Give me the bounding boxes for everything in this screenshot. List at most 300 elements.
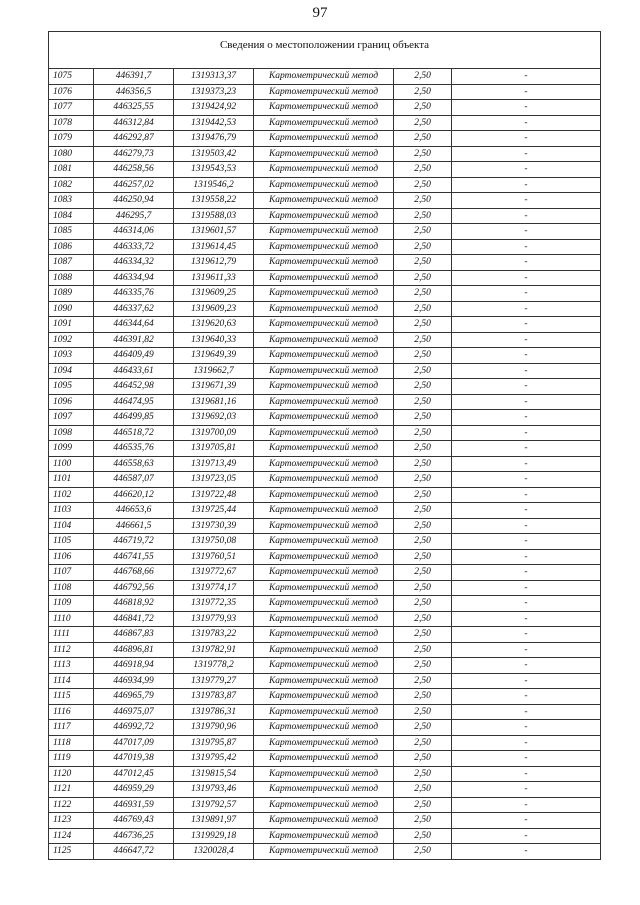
accuracy-cell: 2,50 <box>394 146 452 162</box>
table-row <box>49 363 601 379</box>
method-cell: Картометрический метод <box>254 611 394 627</box>
x-coordinate-cell: 446975,07 <box>94 704 174 720</box>
point-number-cell: 1080 <box>49 146 94 162</box>
point-number-cell: 1089 <box>49 286 94 302</box>
table-row <box>49 208 601 224</box>
description-cell: - <box>452 735 601 751</box>
y-coordinate-cell: 1319760,51 <box>174 549 254 565</box>
table-row <box>49 828 601 844</box>
y-coordinate-cell: 1319786,31 <box>174 704 254 720</box>
description-cell: - <box>452 782 601 798</box>
y-coordinate-cell: 1320028,4 <box>174 844 254 860</box>
method-cell: Картометрический метод <box>254 828 394 844</box>
method-cell: Картометрический метод <box>254 208 394 224</box>
table-row <box>49 193 601 209</box>
x-coordinate-cell: 446333,72 <box>94 239 174 255</box>
x-coordinate-cell: 446867,83 <box>94 627 174 643</box>
method-cell: Картометрический метод <box>254 224 394 240</box>
method-cell: Картометрический метод <box>254 317 394 333</box>
accuracy-cell: 2,50 <box>394 131 452 147</box>
accuracy-cell: 2,50 <box>394 766 452 782</box>
x-coordinate-cell: 446931,59 <box>94 797 174 813</box>
x-coordinate-cell: 446653,6 <box>94 503 174 519</box>
table-row <box>49 286 601 302</box>
description-cell: - <box>452 255 601 271</box>
y-coordinate-cell: 1319730,39 <box>174 518 254 534</box>
table-row <box>49 673 601 689</box>
method-cell: Картометрический метод <box>254 115 394 131</box>
accuracy-cell: 2,50 <box>394 177 452 193</box>
accuracy-cell: 2,50 <box>394 534 452 550</box>
description-cell: - <box>452 611 601 627</box>
table-row <box>49 658 601 674</box>
table-row <box>49 332 601 348</box>
table-row <box>49 84 601 100</box>
point-number-cell: 1085 <box>49 224 94 240</box>
table-row <box>49 224 601 240</box>
table-row <box>49 766 601 782</box>
description-cell: - <box>452 797 601 813</box>
table-row <box>49 611 601 627</box>
method-cell: Картометрический метод <box>254 131 394 147</box>
method-cell: Картометрический метод <box>254 673 394 689</box>
y-coordinate-cell: 1319792,57 <box>174 797 254 813</box>
table-row <box>49 580 601 596</box>
accuracy-cell: 2,50 <box>394 565 452 581</box>
y-coordinate-cell: 1319713,49 <box>174 456 254 472</box>
point-number-cell: 1105 <box>49 534 94 550</box>
description-cell: - <box>452 177 601 193</box>
table-row <box>49 518 601 534</box>
description-cell: - <box>452 518 601 534</box>
table-row <box>49 596 601 612</box>
method-cell: Картометрический метод <box>254 332 394 348</box>
x-coordinate-cell: 446934,99 <box>94 673 174 689</box>
y-coordinate-cell: 1319700,09 <box>174 425 254 441</box>
y-coordinate-cell: 1319783,87 <box>174 689 254 705</box>
y-coordinate-cell: 1319772,67 <box>174 565 254 581</box>
y-coordinate-cell: 1319611,33 <box>174 270 254 286</box>
y-coordinate-cell: 1319795,87 <box>174 735 254 751</box>
description-cell: - <box>452 534 601 550</box>
x-coordinate-cell: 446661,5 <box>94 518 174 534</box>
accuracy-cell: 2,50 <box>394 642 452 658</box>
accuracy-cell: 2,50 <box>394 270 452 286</box>
point-number-cell: 1094 <box>49 363 94 379</box>
method-cell: Картометрический метод <box>254 844 394 860</box>
x-coordinate-cell: 446558,63 <box>94 456 174 472</box>
description-cell: - <box>452 766 601 782</box>
y-coordinate-cell: 1319373,23 <box>174 84 254 100</box>
y-coordinate-cell: 1319558,22 <box>174 193 254 209</box>
description-cell: - <box>452 208 601 224</box>
description-cell: - <box>452 549 601 565</box>
description-cell: - <box>452 658 601 674</box>
table-row <box>49 534 601 550</box>
accuracy-cell: 2,50 <box>394 720 452 736</box>
description-cell: - <box>452 301 601 317</box>
point-number-cell: 1116 <box>49 704 94 720</box>
method-cell: Картометрический метод <box>254 766 394 782</box>
y-coordinate-cell: 1319588,03 <box>174 208 254 224</box>
accuracy-cell: 2,50 <box>394 658 452 674</box>
point-number-cell: 1123 <box>49 813 94 829</box>
accuracy-cell: 2,50 <box>394 813 452 829</box>
method-cell: Картометрический метод <box>254 84 394 100</box>
method-cell: Картометрический метод <box>254 456 394 472</box>
x-coordinate-cell: 446292,87 <box>94 131 174 147</box>
point-number-cell: 1109 <box>49 596 94 612</box>
x-coordinate-cell: 446818,92 <box>94 596 174 612</box>
description-cell: - <box>452 224 601 240</box>
point-number-cell: 1098 <box>49 425 94 441</box>
y-coordinate-cell: 1319783,22 <box>174 627 254 643</box>
description-cell: - <box>452 84 601 100</box>
x-coordinate-cell: 446741,55 <box>94 549 174 565</box>
point-number-cell: 1076 <box>49 84 94 100</box>
y-coordinate-cell: 1319503,42 <box>174 146 254 162</box>
description-cell: - <box>452 720 601 736</box>
method-cell: Картометрический метод <box>254 720 394 736</box>
table-row <box>49 425 601 441</box>
point-number-cell: 1081 <box>49 162 94 178</box>
point-number-cell: 1091 <box>49 317 94 333</box>
accuracy-cell: 2,50 <box>394 348 452 364</box>
accuracy-cell: 2,50 <box>394 286 452 302</box>
description-cell: - <box>452 239 601 255</box>
point-number-cell: 1090 <box>49 301 94 317</box>
point-number-cell: 1077 <box>49 100 94 116</box>
y-coordinate-cell: 1319640,33 <box>174 332 254 348</box>
method-cell: Картометрический метод <box>254 410 394 426</box>
method-cell: Картометрический метод <box>254 689 394 705</box>
point-number-cell: 1099 <box>49 441 94 457</box>
table-row <box>49 844 601 860</box>
accuracy-cell: 2,50 <box>394 797 452 813</box>
y-coordinate-cell: 1319815,54 <box>174 766 254 782</box>
accuracy-cell: 2,50 <box>394 549 452 565</box>
point-number-cell: 1075 <box>49 69 94 85</box>
x-coordinate-cell: 446769,43 <box>94 813 174 829</box>
description-cell: - <box>452 642 601 658</box>
method-cell: Картометрический метод <box>254 735 394 751</box>
y-coordinate-cell: 1319692,03 <box>174 410 254 426</box>
point-number-cell: 1095 <box>49 379 94 395</box>
point-number-cell: 1110 <box>49 611 94 627</box>
accuracy-cell: 2,50 <box>394 332 452 348</box>
table-row <box>49 735 601 751</box>
y-coordinate-cell: 1319609,23 <box>174 301 254 317</box>
y-coordinate-cell: 1319774,17 <box>174 580 254 596</box>
method-cell: Картометрический метод <box>254 518 394 534</box>
table-row <box>49 627 601 643</box>
method-cell: Картометрический метод <box>254 565 394 581</box>
point-number-cell: 1092 <box>49 332 94 348</box>
x-coordinate-cell: 446433,61 <box>94 363 174 379</box>
method-cell: Картометрический метод <box>254 487 394 503</box>
y-coordinate-cell: 1319779,93 <box>174 611 254 627</box>
point-number-cell: 1083 <box>49 193 94 209</box>
description-cell: - <box>452 379 601 395</box>
method-cell: Картометрический метод <box>254 363 394 379</box>
x-coordinate-cell: 446335,76 <box>94 286 174 302</box>
x-coordinate-cell: 446344,64 <box>94 317 174 333</box>
x-coordinate-cell: 446295,7 <box>94 208 174 224</box>
accuracy-cell: 2,50 <box>394 828 452 844</box>
point-number-cell: 1114 <box>49 673 94 689</box>
point-number-cell: 1086 <box>49 239 94 255</box>
accuracy-cell: 2,50 <box>394 518 452 534</box>
y-coordinate-cell: 1319442,53 <box>174 115 254 131</box>
description-cell: - <box>452 673 601 689</box>
point-number-cell: 1119 <box>49 751 94 767</box>
accuracy-cell: 2,50 <box>394 782 452 798</box>
accuracy-cell: 2,50 <box>394 301 452 317</box>
description-cell: - <box>452 580 601 596</box>
point-number-cell: 1096 <box>49 394 94 410</box>
method-cell: Картометрический метод <box>254 642 394 658</box>
y-coordinate-cell: 1319543,53 <box>174 162 254 178</box>
method-cell: Картометрический метод <box>254 69 394 85</box>
point-number-cell: 1079 <box>49 131 94 147</box>
point-number-cell: 1124 <box>49 828 94 844</box>
accuracy-cell: 2,50 <box>394 704 452 720</box>
y-coordinate-cell: 1319476,79 <box>174 131 254 147</box>
description-cell: - <box>452 472 601 488</box>
x-coordinate-cell: 446768,66 <box>94 565 174 581</box>
x-coordinate-cell: 446452,98 <box>94 379 174 395</box>
description-cell: - <box>452 146 601 162</box>
description-cell: - <box>452 828 601 844</box>
table-row <box>49 456 601 472</box>
x-coordinate-cell: 446499,85 <box>94 410 174 426</box>
y-coordinate-cell: 1319722,48 <box>174 487 254 503</box>
y-coordinate-cell: 1319313,37 <box>174 69 254 85</box>
table-header-row <box>49 32 601 69</box>
method-cell: Картометрический метод <box>254 348 394 364</box>
method-cell: Картометрический метод <box>254 751 394 767</box>
method-cell: Картометрический метод <box>254 425 394 441</box>
accuracy-cell: 2,50 <box>394 611 452 627</box>
table-row <box>49 317 601 333</box>
method-cell: Картометрический метод <box>254 549 394 565</box>
accuracy-cell: 2,50 <box>394 596 452 612</box>
method-cell: Картометрический метод <box>254 782 394 798</box>
table-row <box>49 301 601 317</box>
x-coordinate-cell: 446325,55 <box>94 100 174 116</box>
accuracy-cell: 2,50 <box>394 580 452 596</box>
table-row <box>49 565 601 581</box>
accuracy-cell: 2,50 <box>394 317 452 333</box>
table-row <box>49 239 601 255</box>
method-cell: Картометрический метод <box>254 193 394 209</box>
method-cell: Картометрический метод <box>254 472 394 488</box>
x-coordinate-cell: 446647,72 <box>94 844 174 860</box>
description-cell: - <box>452 441 601 457</box>
description-cell: - <box>452 394 601 410</box>
x-coordinate-cell: 446409,49 <box>94 348 174 364</box>
x-coordinate-cell: 446992,72 <box>94 720 174 736</box>
description-cell: - <box>452 813 601 829</box>
accuracy-cell: 2,50 <box>394 69 452 85</box>
accuracy-cell: 2,50 <box>394 394 452 410</box>
boundary-coordinates-table <box>48 31 601 860</box>
accuracy-cell: 2,50 <box>394 100 452 116</box>
method-cell: Картометрический метод <box>254 627 394 643</box>
point-number-cell: 1084 <box>49 208 94 224</box>
x-coordinate-cell: 446535,76 <box>94 441 174 457</box>
point-number-cell: 1118 <box>49 735 94 751</box>
accuracy-cell: 2,50 <box>394 162 452 178</box>
y-coordinate-cell: 1319725,44 <box>174 503 254 519</box>
method-cell: Картометрический метод <box>254 813 394 829</box>
table-row <box>49 472 601 488</box>
table-row <box>49 797 601 813</box>
table-row <box>49 146 601 162</box>
point-number-cell: 1117 <box>49 720 94 736</box>
x-coordinate-cell: 446312,84 <box>94 115 174 131</box>
point-number-cell: 1104 <box>49 518 94 534</box>
y-coordinate-cell: 1319790,96 <box>174 720 254 736</box>
method-cell: Картометрический метод <box>254 596 394 612</box>
accuracy-cell: 2,50 <box>394 425 452 441</box>
method-cell: Картометрический метод <box>254 146 394 162</box>
y-coordinate-cell: 1319723,05 <box>174 472 254 488</box>
x-coordinate-cell: 446258,56 <box>94 162 174 178</box>
y-coordinate-cell: 1319750,08 <box>174 534 254 550</box>
description-cell: - <box>452 565 601 581</box>
table-row <box>49 162 601 178</box>
point-number-cell: 1108 <box>49 580 94 596</box>
method-cell: Картометрический метод <box>254 239 394 255</box>
page-number: 97 <box>312 5 328 21</box>
description-cell: - <box>452 193 601 209</box>
table-row <box>49 549 601 565</box>
x-coordinate-cell: 446337,62 <box>94 301 174 317</box>
accuracy-cell: 2,50 <box>394 379 452 395</box>
table-row <box>49 487 601 503</box>
y-coordinate-cell: 1319614,45 <box>174 239 254 255</box>
description-cell: - <box>452 69 601 85</box>
point-number-cell: 1100 <box>49 456 94 472</box>
y-coordinate-cell: 1319649,39 <box>174 348 254 364</box>
table-row <box>49 782 601 798</box>
method-cell: Картометрический метод <box>254 255 394 271</box>
accuracy-cell: 2,50 <box>394 441 452 457</box>
accuracy-cell: 2,50 <box>394 208 452 224</box>
table-row <box>49 394 601 410</box>
y-coordinate-cell: 1319782,91 <box>174 642 254 658</box>
point-number-cell: 1093 <box>49 348 94 364</box>
x-coordinate-cell: 446792,56 <box>94 580 174 596</box>
x-coordinate-cell: 446334,32 <box>94 255 174 271</box>
method-cell: Картометрический метод <box>254 379 394 395</box>
table-row <box>49 441 601 457</box>
description-cell: - <box>452 115 601 131</box>
point-number-cell: 1088 <box>49 270 94 286</box>
table-row <box>49 115 601 131</box>
method-cell: Картометрический метод <box>254 162 394 178</box>
table-row <box>49 255 601 271</box>
method-cell: Картометрический метод <box>254 301 394 317</box>
accuracy-cell: 2,50 <box>394 751 452 767</box>
description-cell: - <box>452 596 601 612</box>
x-coordinate-cell: 446279,73 <box>94 146 174 162</box>
point-number-cell: 1103 <box>49 503 94 519</box>
table-row <box>49 642 601 658</box>
method-cell: Картометрический метод <box>254 658 394 674</box>
point-number-cell: 1122 <box>49 797 94 813</box>
x-coordinate-cell: 446257,02 <box>94 177 174 193</box>
accuracy-cell: 2,50 <box>394 844 452 860</box>
x-coordinate-cell: 446334,94 <box>94 270 174 286</box>
description-cell: - <box>452 162 601 178</box>
method-cell: Картометрический метод <box>254 270 394 286</box>
method-cell: Картометрический метод <box>254 394 394 410</box>
accuracy-cell: 2,50 <box>394 673 452 689</box>
x-coordinate-cell: 446474,95 <box>94 394 174 410</box>
x-coordinate-cell: 446391,82 <box>94 332 174 348</box>
point-number-cell: 1113 <box>49 658 94 674</box>
point-number-cell: 1111 <box>49 627 94 643</box>
y-coordinate-cell: 1319546,2 <box>174 177 254 193</box>
x-coordinate-cell: 446965,79 <box>94 689 174 705</box>
accuracy-cell: 2,50 <box>394 115 452 131</box>
accuracy-cell: 2,50 <box>394 193 452 209</box>
accuracy-cell: 2,50 <box>394 735 452 751</box>
method-cell: Картометрический метод <box>254 177 394 193</box>
x-coordinate-cell: 447019,38 <box>94 751 174 767</box>
x-coordinate-cell: 446587,07 <box>94 472 174 488</box>
method-cell: Картометрический метод <box>254 503 394 519</box>
description-cell: - <box>452 317 601 333</box>
y-coordinate-cell: 1319891,97 <box>174 813 254 829</box>
y-coordinate-cell: 1319609,25 <box>174 286 254 302</box>
point-number-cell: 1120 <box>49 766 94 782</box>
method-cell: Картометрический метод <box>254 534 394 550</box>
x-coordinate-cell: 446959,29 <box>94 782 174 798</box>
method-cell: Картометрический метод <box>254 704 394 720</box>
accuracy-cell: 2,50 <box>394 410 452 426</box>
point-number-cell: 1106 <box>49 549 94 565</box>
x-coordinate-cell: 446518,72 <box>94 425 174 441</box>
description-cell: - <box>452 844 601 860</box>
description-cell: - <box>452 704 601 720</box>
accuracy-cell: 2,50 <box>394 689 452 705</box>
y-coordinate-cell: 1319601,57 <box>174 224 254 240</box>
method-cell: Картометрический метод <box>254 441 394 457</box>
table-row <box>49 689 601 705</box>
point-number-cell: 1087 <box>49 255 94 271</box>
accuracy-cell: 2,50 <box>394 472 452 488</box>
point-number-cell: 1107 <box>49 565 94 581</box>
table-row <box>49 348 601 364</box>
y-coordinate-cell: 1319662,7 <box>174 363 254 379</box>
accuracy-cell: 2,50 <box>394 487 452 503</box>
y-coordinate-cell: 1319793,46 <box>174 782 254 798</box>
description-cell: - <box>452 503 601 519</box>
table-row <box>49 813 601 829</box>
accuracy-cell: 2,50 <box>394 503 452 519</box>
x-coordinate-cell: 446719,72 <box>94 534 174 550</box>
table-row <box>49 751 601 767</box>
point-number-cell: 1121 <box>49 782 94 798</box>
point-number-cell: 1078 <box>49 115 94 131</box>
accuracy-cell: 2,50 <box>394 84 452 100</box>
y-coordinate-cell: 1319929,18 <box>174 828 254 844</box>
description-cell: - <box>452 751 601 767</box>
y-coordinate-cell: 1319620,63 <box>174 317 254 333</box>
